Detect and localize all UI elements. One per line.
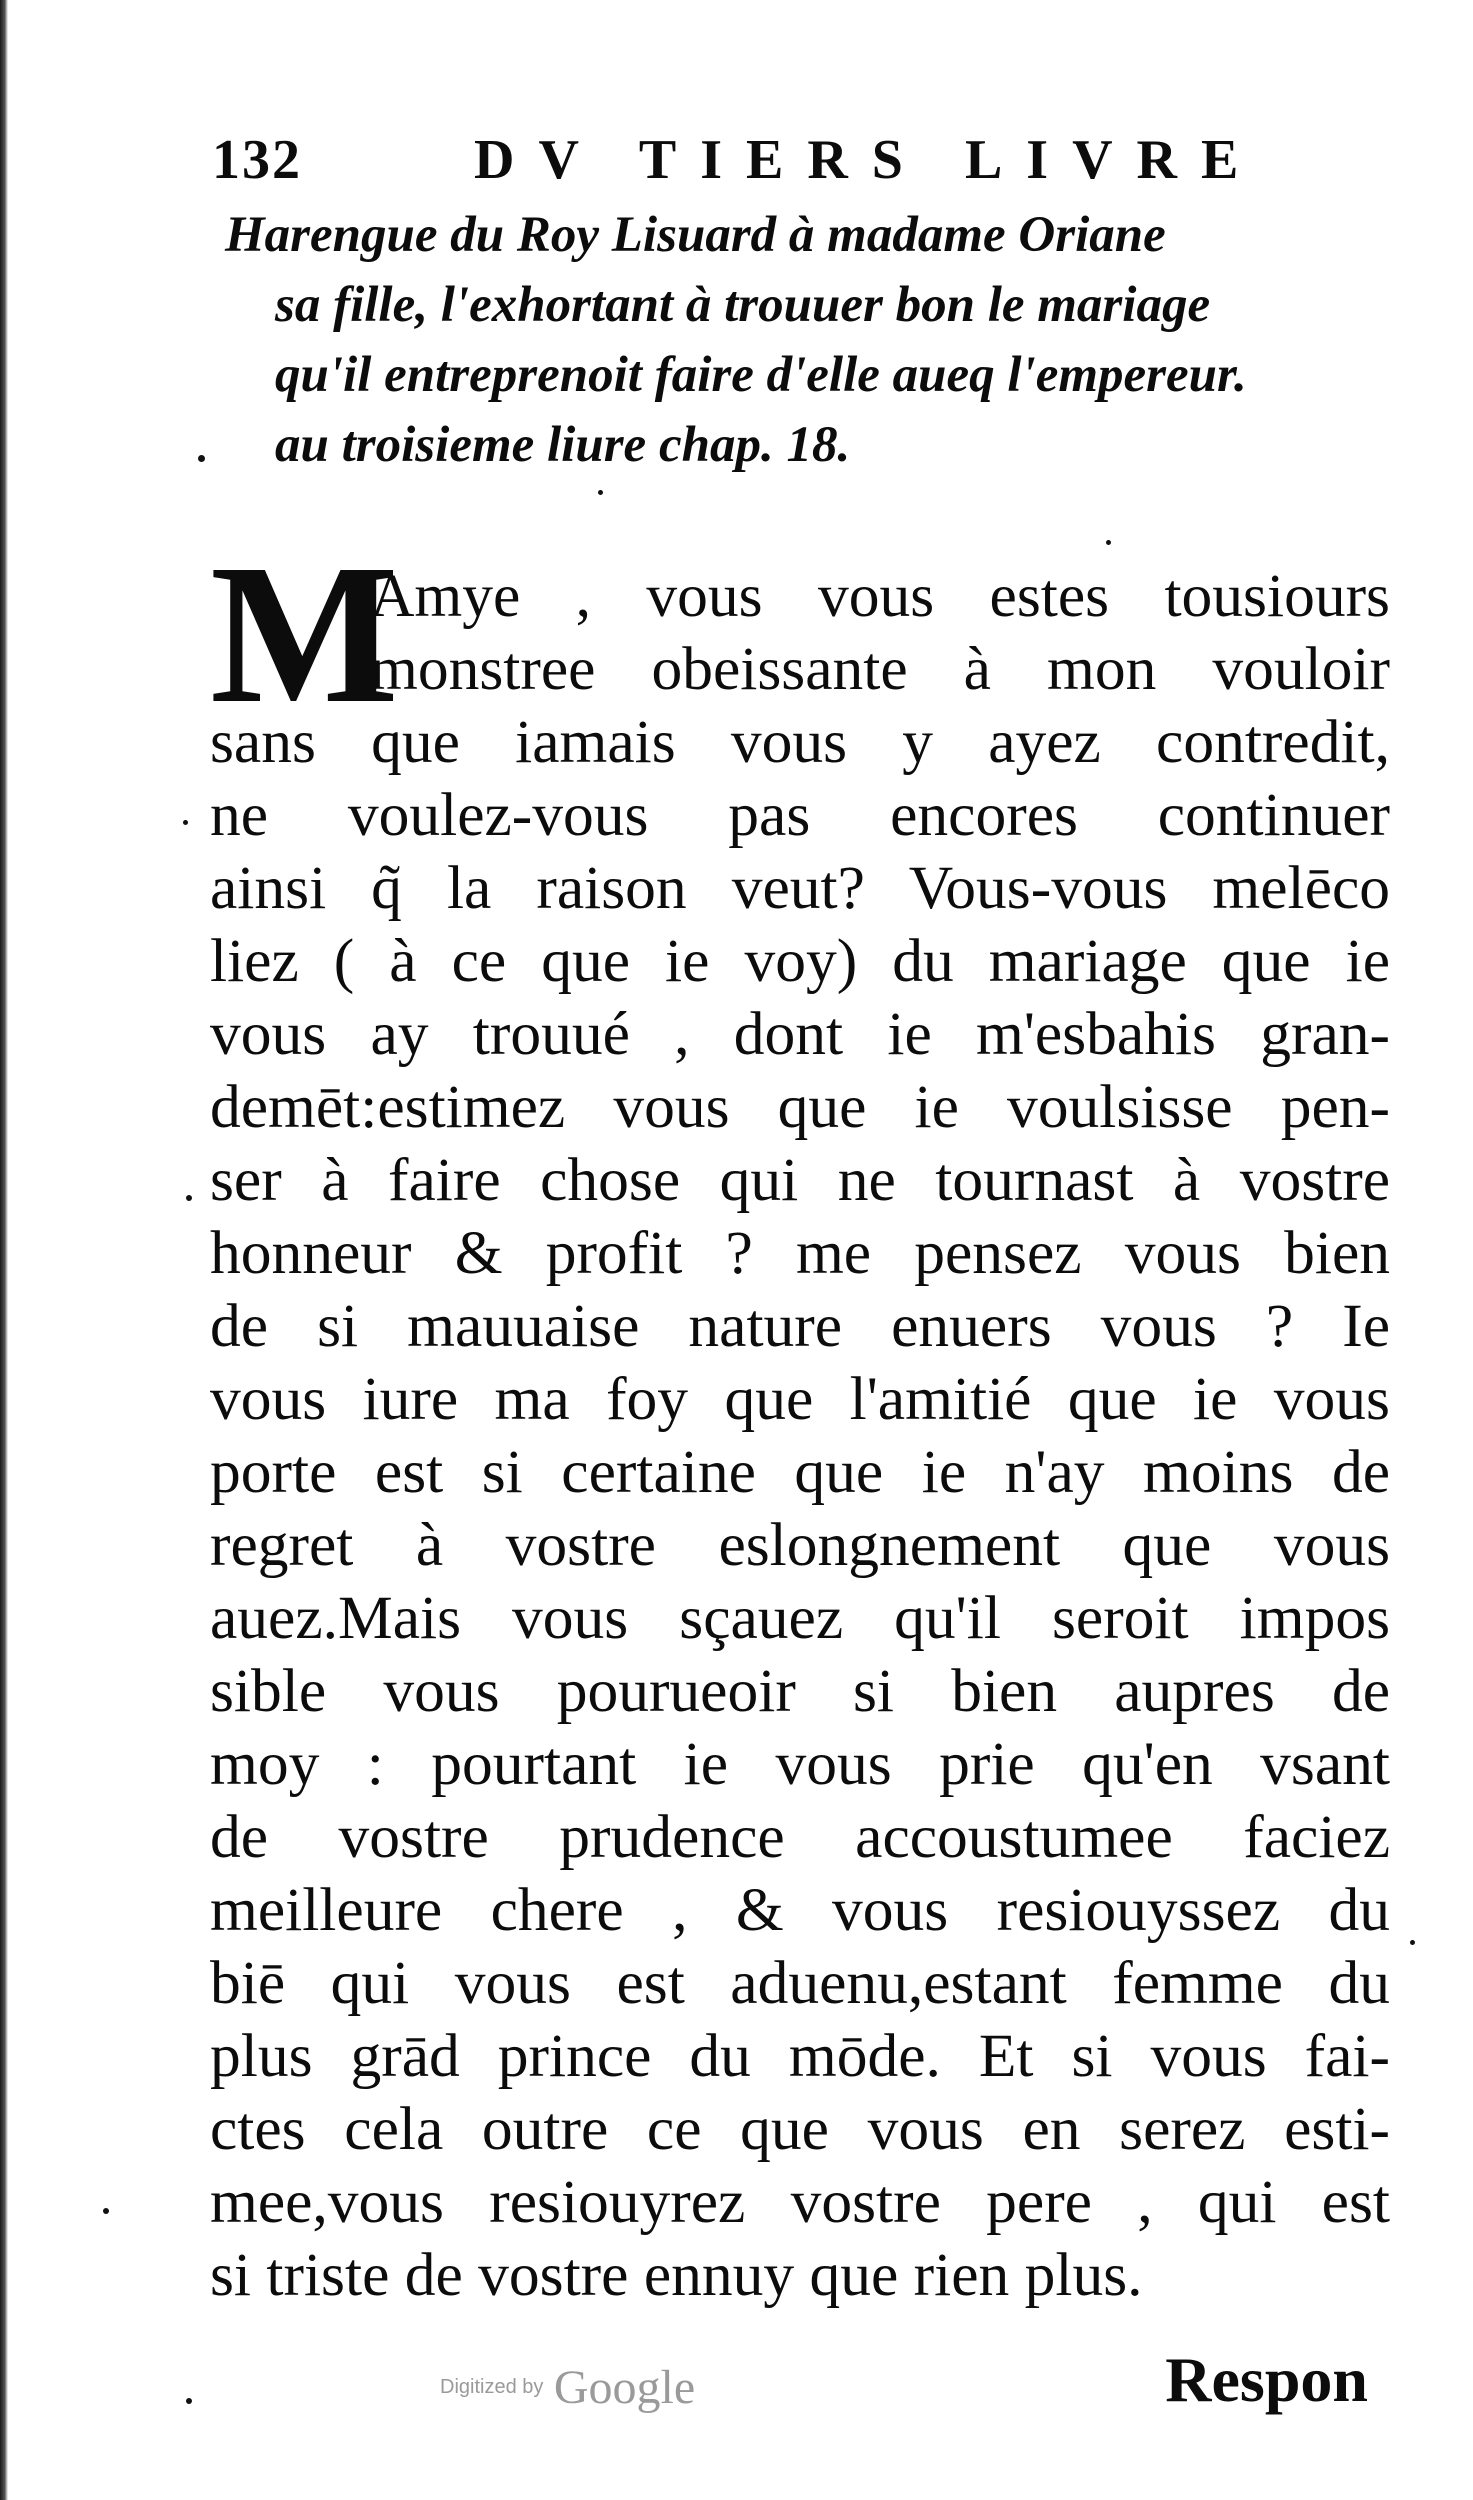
scan-speck (1410, 1940, 1415, 1945)
text-line: meilleure chere , & vous resiouyssez du (210, 1876, 1390, 1944)
scan-speck (183, 820, 188, 825)
google-logo: Google (553, 2361, 696, 2414)
page-edge (0, 0, 8, 2500)
scan-speck (198, 455, 205, 462)
text-line: moy : pourtant ie vous prie qu'en vsant (210, 1730, 1390, 1798)
text-line: de si mauuaise nature enuers vous ? Ie (210, 1292, 1390, 1360)
text-line: de vostre prudence accoustumee faciez (210, 1803, 1390, 1871)
text-line: regret à vostre eslongnement que vous (210, 1511, 1390, 1579)
heading-line: sa fille, l'exhortant à trouuer bon le mariage (275, 277, 1211, 333)
heading-line: qu'il entreprenoit faire d'elle aueq l'empereur. (275, 347, 1247, 403)
text-line: ctes cela outre ce que vous en serez esti- (210, 2095, 1390, 2163)
text-line: porte est si certaine que ie n'ay moins de (210, 1438, 1390, 1506)
scan-speck (186, 1195, 192, 1201)
text-line: ainsi q̃ la raison veut? Vous-vous melēco (210, 854, 1390, 922)
text-line: plus grād prince du mōde. Et si vous fai- (210, 2022, 1390, 2090)
text-line: sans que iamais vous y ayez contredit, (210, 708, 1390, 776)
scan-speck (103, 2208, 109, 2214)
text-line: ne voulez-vous pas encores continuer (210, 781, 1390, 849)
text-line: Amye , vous vous estes tousiours (370, 562, 1390, 630)
heading-line: au troisieme liure chap. 18. (275, 417, 851, 473)
text-line: auez.Mais vous sçauez qu'il seroit impos (210, 1584, 1390, 1652)
text-line: ser à faire chose qui ne tournast à vostre (210, 1146, 1390, 1214)
text-line: monstree obeissante à mon vouloir (370, 635, 1390, 703)
running-head (212, 120, 1412, 200)
watermark-prefix: Digitized by (440, 2376, 544, 2398)
digitization-watermark (440, 2360, 695, 2415)
heading-line: Harengue du Roy Lisuard à madame Oriane (225, 207, 1166, 263)
scan-speck (598, 490, 603, 495)
body-text (210, 524, 1390, 2312)
text-line: honneur & profit ? me pensez vous bien (210, 1219, 1390, 1287)
chapter-heading (225, 200, 1405, 480)
text-line: sible vous pourueoir si bien aupres de (210, 1657, 1390, 1725)
scan-speck (1106, 540, 1111, 545)
scan-speck (186, 2398, 192, 2404)
page-number: 132 (212, 129, 302, 191)
catchword: Respon (1165, 2344, 1368, 2415)
drop-cap: M (210, 524, 399, 745)
running-title: DV TIERS LIVRE (474, 129, 1263, 191)
text-line: vous ay trouué , dont ie m'esbahis gran- (210, 1000, 1390, 1068)
text-line: biē qui vous est aduenu,estant femme du (210, 1949, 1390, 2017)
text-line: vous iure ma foy que l'amitié que ie vous (210, 1365, 1390, 1433)
text-line: mee,vous resiouyrez vostre pere , qui est (210, 2168, 1390, 2236)
text-line: liez ( à ce que ie voy) du mariage que ie (210, 927, 1390, 995)
text-line: demēt:estimez vous que ie voulsisse pen- (210, 1073, 1390, 1141)
text-line: si triste de vostre ennuy que rien plus. (210, 2241, 1143, 2309)
